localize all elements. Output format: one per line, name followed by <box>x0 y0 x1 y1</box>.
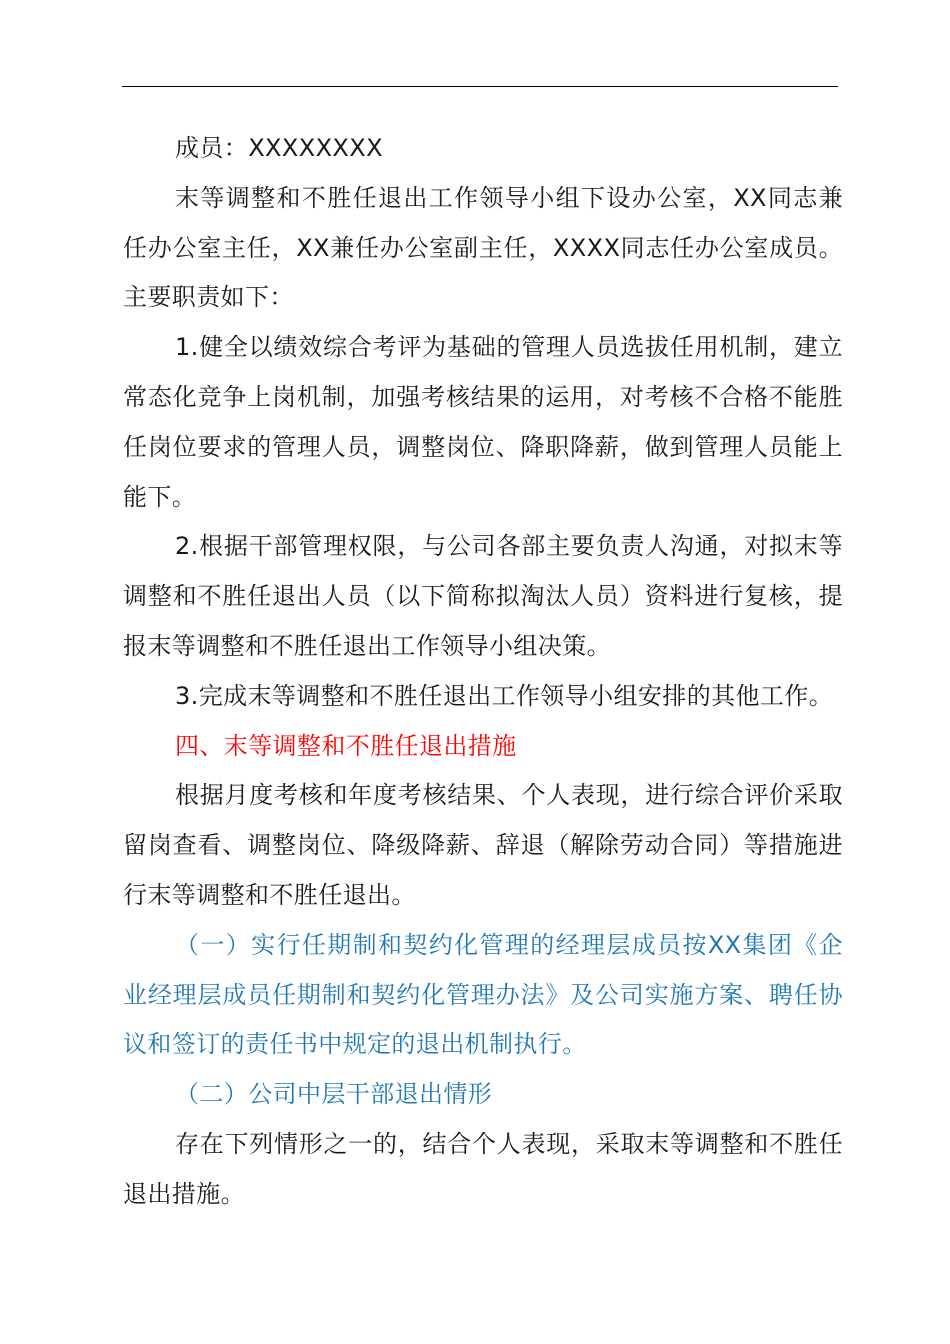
paragraph-item-2: （二）公司中层干部退出情形 <box>175 1080 493 1109</box>
document-body <box>123 124 843 1220</box>
paragraph-duty-2: 2.根据干部管理权限，与公司各部主要负责人沟通，对拟末等调整和不胜任退出人员（以下简称拟淘汰人员）资料进行复核，提报末等调整和不胜任退出工作领导小组决策。 <box>123 532 843 660</box>
paragraph-office: 末等调整和不胜任退出工作领导小组下设办公室，XX同志兼任办公室主任，XX兼任办公室副主任，XXXX同志任办公室成员。主要职责如下： <box>123 183 843 312</box>
paragraph-duty-3: 3.完成末等调整和不胜任退出工作领导小组安排的其他工作。 <box>175 681 834 710</box>
header-rule <box>122 86 838 87</box>
section-heading-4: 四、末等调整和不胜任退出措施 <box>175 731 517 760</box>
paragraph-duty-1: 1.健全以绩效综合考评为基础的管理人员选拔任用机制，建立常态化竞争上岗机制，加强考核结果的运用，对考核不合格不能胜任岗位要求的管理人员，调整岗位、降职降薪，做到管理人员能上能下。 <box>123 333 843 511</box>
paragraph-section-4-intro: 根据月度考核和年度考核结果、个人表现，进行综合评价采取留岗查看、调整岗位、降级降薪、辞退（解除劳动合同）等措施进行末等调整和不胜任退出。 <box>123 781 843 909</box>
paragraph-item-2-body: 存在下列情形之一的，结合个人表现，采取末等调整和不胜任退出措施。 <box>123 1129 843 1208</box>
paragraph-members: 成员：XXXXXXXX <box>175 134 383 162</box>
paragraph-item-1: （一）实行任期制和契约化管理的经理层成员按XX集团《企业经理层成员任期制和契约化管理办法》及公司实施方案、聘任协议和签订的责任书中规定的退出机制执行。 <box>123 930 843 1059</box>
